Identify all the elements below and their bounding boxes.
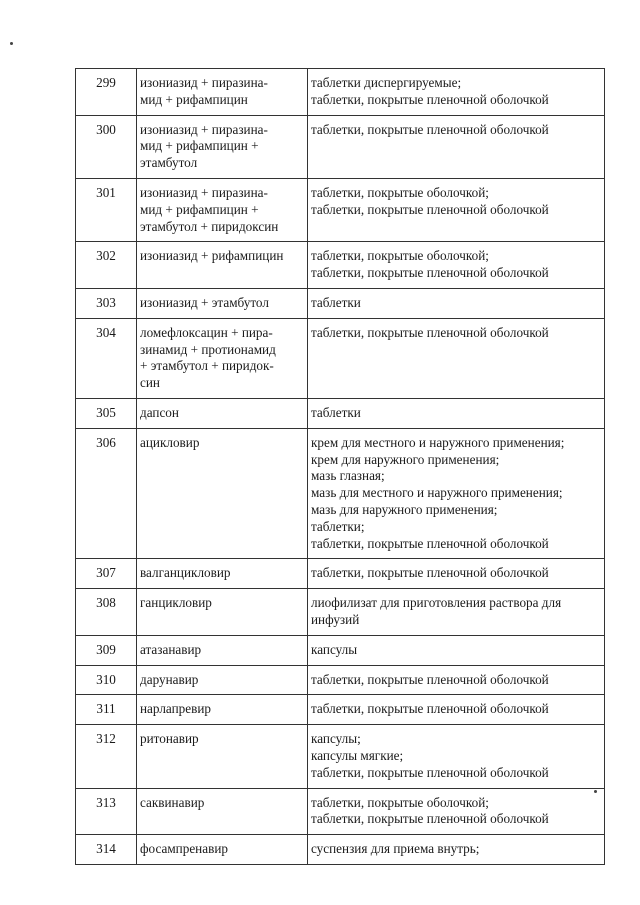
drug-name-line: валганцикловир: [140, 565, 231, 581]
dosage-form-line: таблетки: [311, 404, 361, 420]
dosage-form-cell: [308, 318, 605, 398]
dosage-form-cell: [308, 665, 605, 695]
dosage-form-cell: [308, 635, 605, 665]
dosage-form-line: мазь для наружного применения;: [311, 501, 498, 517]
drug-name-line: нарлапревир: [140, 701, 211, 717]
dosage-form-line: таблетки, покрытые пленочной оболочкой: [311, 121, 549, 137]
dosage-form-line: таблетки, покрытые пленочной оболочкой: [311, 324, 549, 340]
dosage-form-line: таблетки, покрытые пленочной оболочкой: [311, 764, 549, 780]
row-number: 310: [76, 665, 137, 695]
dosage-form-line: лиофилизат для приготовления раствора для: [311, 595, 562, 611]
dosage-form-cell: [308, 835, 605, 865]
dosage-form-line: таблетки, покрытые оболочкой;: [311, 794, 489, 810]
table-row: [76, 398, 605, 428]
dosage-form-line: таблетки;: [311, 518, 365, 534]
dosage-form-line: таблетки, покрытые оболочкой;: [311, 184, 489, 200]
dosage-form-line: таблетки, покрытые пленочной оболочкой: [311, 671, 549, 687]
dosage-form-line: таблетки, покрытые пленочной оболочкой: [311, 265, 549, 281]
table-row: [76, 115, 605, 178]
drug-name-line: мид + рифампицин: [140, 91, 248, 107]
row-number: 299: [76, 69, 137, 116]
drug-name-line: ганцикловир: [140, 595, 212, 611]
table-row: [76, 589, 605, 636]
dosage-form-cell: [308, 788, 605, 835]
drug-name-line: атазанавир: [140, 641, 202, 657]
dosage-form-line: капсулы мягкие;: [311, 747, 404, 763]
drug-name-cell: [137, 559, 308, 589]
drug-name-cell: [137, 178, 308, 241]
dosage-form-line: таблетки диспергируемые;: [311, 75, 462, 90]
dosage-form-cell: [308, 589, 605, 636]
drug-name-cell: [137, 242, 308, 289]
drug-table: [75, 68, 605, 865]
drug-name-line: фосампренавир: [140, 841, 228, 857]
drug-name-line: мид + рифампицин +: [140, 138, 259, 154]
row-number: 304: [76, 318, 137, 398]
drug-name-line: дапсон: [140, 404, 179, 420]
dosage-form-line: таблетки, покрытые пленочной оболочкой: [311, 565, 549, 581]
drug-name-line: ацикловир: [140, 434, 200, 450]
table-row: [76, 428, 605, 559]
drug-name-line: изониазид + рифампицин: [140, 248, 284, 264]
row-number: 301: [76, 178, 137, 241]
drug-name-line: изониазид + пиразина-: [140, 75, 268, 90]
drug-name-line: син: [140, 375, 160, 391]
drug-name-cell: [137, 695, 308, 725]
row-number: 306: [76, 428, 137, 559]
drug-name-cell: [137, 788, 308, 835]
drug-name-cell: [137, 589, 308, 636]
drug-name-line: + этамбутол + пиридок-: [140, 358, 274, 374]
table-row: [76, 559, 605, 589]
row-number: 308: [76, 589, 137, 636]
table-row: [76, 725, 605, 788]
dosage-form-cell: [308, 69, 605, 116]
dosage-form-line: капсулы;: [311, 731, 361, 747]
table-row: [76, 665, 605, 695]
row-number: 309: [76, 635, 137, 665]
table-row: [76, 69, 605, 116]
dosage-form-line: мазь глазная;: [311, 468, 385, 484]
drug-name-cell: [137, 115, 308, 178]
table-row: [76, 695, 605, 725]
dosage-form-cell: [308, 115, 605, 178]
table-row: [76, 242, 605, 289]
row-number: 312: [76, 725, 137, 788]
table-row: [76, 788, 605, 835]
dosage-form-cell: [308, 288, 605, 318]
drug-name-line: дарунавир: [140, 671, 199, 687]
drug-name-cell: [137, 428, 308, 559]
dosage-form-cell: [308, 559, 605, 589]
drug-name-line: ритонавир: [140, 731, 199, 747]
drug-name-line: саквинавир: [140, 794, 205, 810]
dosage-form-line: инфузий: [311, 611, 360, 627]
dosage-form-cell: [308, 398, 605, 428]
dosage-form-line: таблетки, покрытые пленочной оболочкой: [311, 811, 549, 827]
drug-name-line: изониазид + пиразина-: [140, 121, 268, 137]
table-body: [76, 69, 605, 865]
drug-name-cell: [137, 69, 308, 116]
dosage-form-line: таблетки, покрытые оболочкой;: [311, 248, 489, 264]
row-number: 302: [76, 242, 137, 289]
row-number: 313: [76, 788, 137, 835]
table-row: [76, 318, 605, 398]
dosage-form-line: таблетки: [311, 294, 361, 310]
drug-name-line: зинамид + протионамид: [140, 341, 276, 357]
drug-name-cell: [137, 318, 308, 398]
table-row: [76, 288, 605, 318]
drug-name-cell: [137, 835, 308, 865]
dosage-form-cell: [308, 178, 605, 241]
drug-name-line: этамбутол + пиридоксин: [140, 218, 279, 234]
dosage-form-line: мазь для местного и наружного применения;: [311, 485, 563, 501]
dosage-form-line: капсулы: [311, 641, 358, 657]
row-number: 314: [76, 835, 137, 865]
table-row: [76, 835, 605, 865]
dosage-form-line: таблетки, покрытые пленочной оболочкой: [311, 701, 549, 717]
row-number: 300: [76, 115, 137, 178]
drug-name-cell: [137, 288, 308, 318]
row-number: 303: [76, 288, 137, 318]
dosage-form-line: суспензия для приема внутрь;: [311, 841, 480, 857]
drug-name-line: этамбутол: [140, 155, 198, 171]
drug-name-cell: [137, 635, 308, 665]
dosage-form-cell: [308, 725, 605, 788]
dosage-form-line: крем для местного и наружного применения;: [311, 434, 565, 450]
drug-name-line: мид + рифампицин +: [140, 201, 259, 217]
drug-name-line: ломефлоксацин + пира-: [140, 324, 273, 340]
row-number: 311: [76, 695, 137, 725]
table-row: [76, 635, 605, 665]
drug-name-line: изониазид + этамбутол: [140, 294, 269, 310]
dosage-form-cell: [308, 428, 605, 559]
drug-name-cell: [137, 665, 308, 695]
table-row: [76, 178, 605, 241]
row-number: 307: [76, 559, 137, 589]
dosage-form-line: таблетки, покрытые пленочной оболочкой: [311, 201, 549, 217]
dosage-form-line: крем для наружного применения;: [311, 451, 500, 467]
dosage-form-line: таблетки, покрытые пленочной оболочкой: [311, 535, 549, 551]
drug-name-cell: [137, 725, 308, 788]
dosage-form-cell: [308, 242, 605, 289]
drug-name-line: изониазид + пиразина-: [140, 184, 268, 200]
row-number: 305: [76, 398, 137, 428]
dosage-form-line: таблетки, покрытые пленочной оболочкой: [311, 91, 549, 107]
scan-speck: [10, 42, 13, 45]
dosage-form-cell: [308, 695, 605, 725]
drug-name-cell: [137, 398, 308, 428]
